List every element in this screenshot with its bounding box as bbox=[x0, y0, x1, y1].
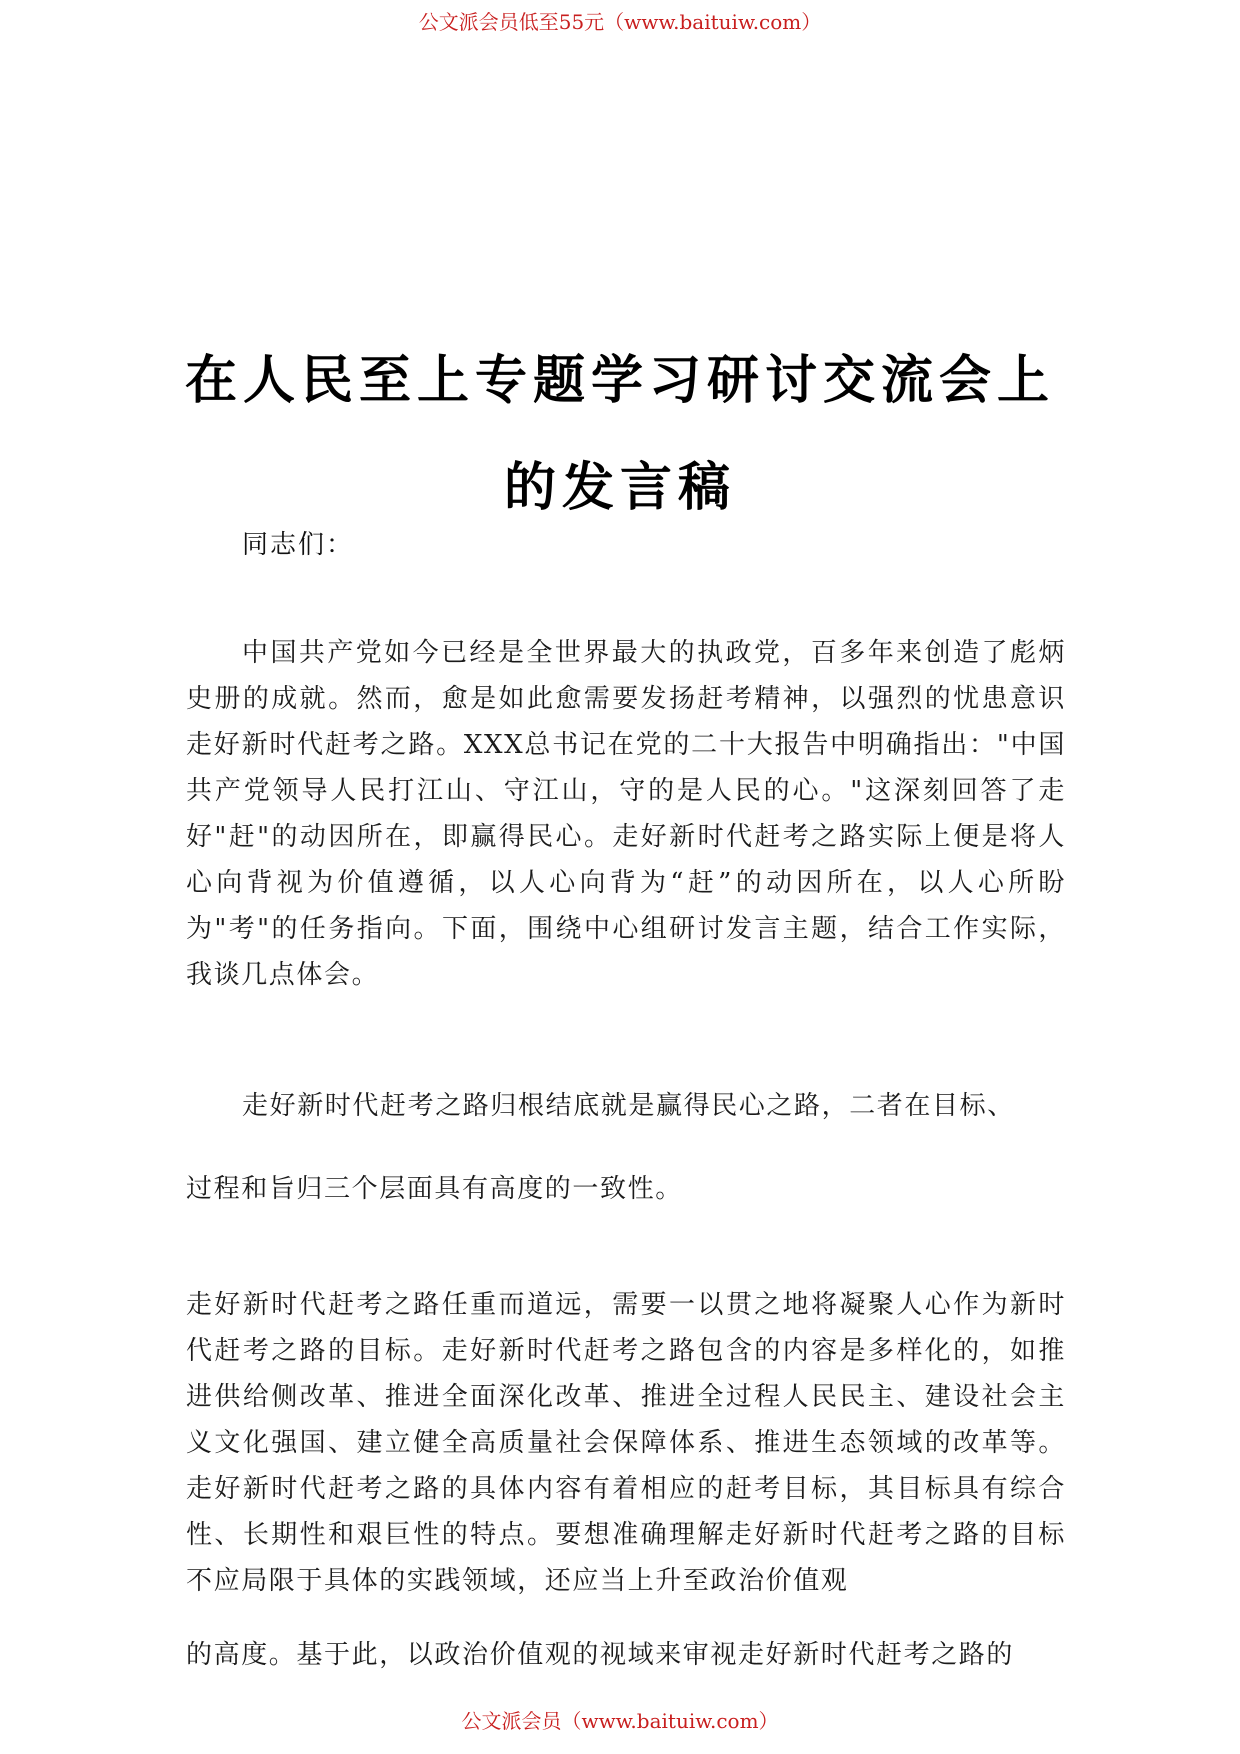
document-title-line2: 的发言稿 bbox=[503, 458, 736, 518]
document-title-line1: 在人民至上专题学习研讨交流会上 bbox=[184, 351, 1055, 411]
paragraph-goal: 走好新时代赶考之路任重而道远，需要一以贯之地将凝聚人心作为新时代赶考之路的目标。走好新时代赶考之路包含的内容是多样化的，如推进供给侧改革、推进全面深化改革、推进全过程人民民主、建设社会主义文化强国、建立健全高质量社会保障体系、推进生态领域的改革等。走好新时代赶考之路的具体内容有着相应的赶考目标，其目标具有综合性、长期性和艰巨性的特点。要想准确理解走好新时代赶考之路的目标不应局限于具体的实践领域，还应当上升至政治价值观 bbox=[186, 1290, 1066, 1596]
paragraph-intro: 中国共产党如今已经是全世界最大的执政党，百多年来创造了彪炳史册的成就。然而，愈是如此愈需要发扬赶考精神，以强烈的忧患意识走好新时代赶考之路。XXX总书记在党的二十大报告中明确指出："中国共产党领导人民打江山、守江山，守的是人民的心。"这深刻回答了走好"赶"的动因所在，即赢得民心。走好新时代赶考之路实际上便是将人心向背视为价值遵循，以人心向背为“赶”的动因所在，以人心所盼为"考"的任务指向。下面，围绕中心组研讨发言主题，结合工作实际，我谈几点体会。 bbox=[186, 638, 1066, 990]
paragraph-goal-continued: 的高度。基于此，以政治价值观的视域来审视走好新时代赶考之路的 bbox=[186, 1640, 1015, 1670]
header-watermark-banner: 公文派会员低至55元（www.baituiw.com） bbox=[418, 10, 822, 34]
paragraph-thesis-continued: 过程和旨归三个层面具有高度的一致性。 bbox=[186, 1174, 683, 1204]
paragraph-thesis: 走好新时代赶考之路归根结底就是赢得民心之路，二者在目标、 bbox=[242, 1091, 1015, 1121]
footer-watermark-banner: 公文派会员（www.baituiw.com） bbox=[461, 1709, 779, 1733]
salutation: 同志们： bbox=[242, 530, 355, 560]
